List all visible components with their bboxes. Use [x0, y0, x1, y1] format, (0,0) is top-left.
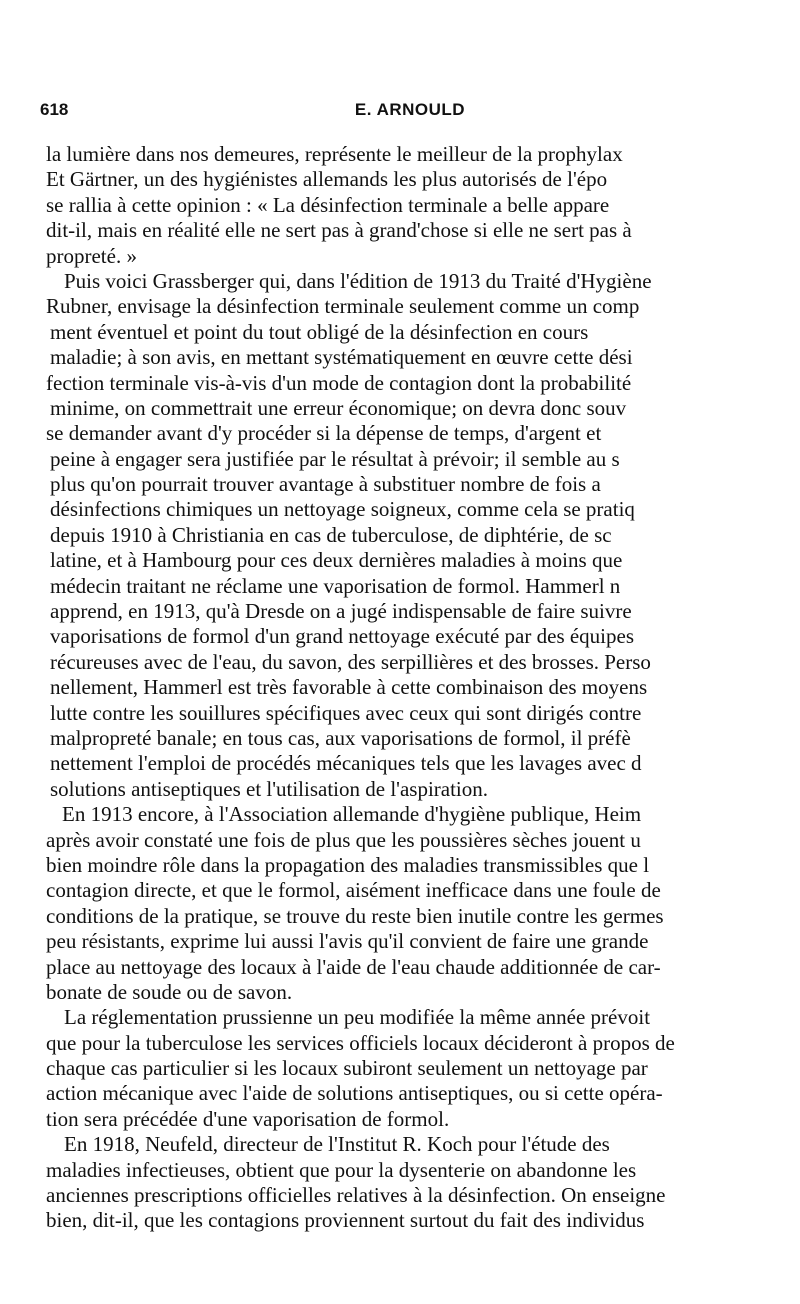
text-line: désinfections chimiques un nettoyage soigneux, comme cela se pratiq	[50, 497, 635, 522]
running-title: E. ARNOULD	[354, 100, 466, 119]
text-line: après avoir constaté une fois de plus que les poussières sèches jouent u	[46, 827, 641, 852]
text-line: tion sera précédée d'une vaporisation de formol.	[46, 1106, 450, 1131]
text-line: bien, dit-il, que les contagions proviennent surtout du fait des individus	[46, 1208, 645, 1233]
text-line: lutte contre les souillures spécifiques avec ceux qui sont dirigés contre	[50, 700, 642, 725]
text-line: vaporisations de formol d'un grand nettoyage exécuté par des équipes	[50, 624, 635, 649]
text-line: médecin traitant ne réclame une vaporisation de formol. Hammerl n	[50, 573, 621, 598]
text-line: depuis 1910 à Christiania en cas de tuberculose, de diphtérie, de sc	[50, 522, 612, 547]
paragraph-first-line: En 1918, Neufeld, directeur de l'Institut R. Koch pour l'étude des	[64, 1132, 610, 1157]
body-text	[46, 142, 798, 1234]
text-line: bonate de soude ou de savon.	[46, 979, 293, 1004]
paragraph-first-line: Puis voici Grassberger qui, dans l'édition de 1913 du Traité d'Hygiène	[64, 268, 652, 293]
text-line: malpropreté banale; en tous cas, aux vaporisations de formol, il préfè	[50, 725, 631, 750]
paragraph-first-line: La réglementation prussienne un peu modifiée la même année prévoit	[64, 1005, 651, 1030]
text-line: action mécanique avec l'aide de solutions antiseptiques, ou si cette opéra-	[46, 1081, 663, 1106]
text-line: que pour la tuberculose les services officiels locaux décideront à propos de	[46, 1030, 675, 1055]
page-header	[40, 100, 780, 130]
text-line: chaque cas particulier si les locaux subiront seulement un nettoyage par	[46, 1056, 648, 1081]
text-line: minime, on commettrait une erreur économique; on devra donc souv	[50, 395, 627, 420]
text-line: peine à engager sera justifiée par le résultat à prévoir; il semble au s	[50, 446, 620, 471]
text-line: nellement, Hammerl est très favorable à cette combinaison des moyens	[50, 675, 648, 700]
text-line: plus qu'on pourrait trouver avantage à substituer nombre de fois a	[50, 472, 601, 497]
text-line: Rubner, envisage la désinfection terminale seulement comme un comp	[46, 294, 640, 319]
text-line: contagion directe, et que le formol, aisément inefficace dans une foule de	[46, 878, 661, 903]
text-line: bien moindre rôle dans la propagation des maladies transmissibles que l	[46, 852, 650, 877]
text-line: place au nettoyage des locaux à l'aide de l'eau chaude additionnée de car-	[46, 954, 661, 979]
text-line: récureuses avec de l'eau, du savon, des serpillières et des brosses. Perso	[50, 649, 651, 674]
text-line: se demander avant d'y procéder si la dépense de temps, d'argent et	[46, 421, 602, 446]
text-line: dit-il, mais en réalité elle ne sert pas à grand'chose si elle ne sert pas à	[46, 218, 632, 243]
paragraph-first-line: En 1913 encore, à l'Association allemande d'hygiène publique, Heim	[62, 802, 642, 827]
text-line: peu résistants, exprime lui aussi l'avis qu'il convient de faire une grande	[46, 929, 649, 954]
text-line: nettement l'emploi de procédés mécaniques tels que les lavages avec d	[50, 751, 642, 776]
text-line: maladies infectieuses, obtient que pour la dysenterie on abandonne les	[46, 1157, 637, 1182]
text-line: apprend, en 1913, qu'à Dresde on a jugé indispensable de faire suivre	[50, 599, 632, 624]
text-line: propreté. »	[46, 243, 137, 268]
text-line: anciennes prescriptions officielles relatives à la désinfection. On enseigne	[46, 1183, 666, 1208]
page-number: 618	[40, 100, 69, 119]
text-line: latine, et à Hambourg pour ces deux dernières maladies à moins que	[50, 548, 623, 573]
text-line: solutions antiseptiques et l'utilisation de l'aspiration.	[50, 776, 489, 801]
text-line: Et Gärtner, un des hygiénistes allemands les plus autorisés de l'épo	[46, 167, 608, 192]
text-line: se rallia à cette opinion : « La désinfection terminale a belle appare	[46, 192, 610, 217]
text-line: conditions de la pratique, se trouve du reste bien inutile contre les germes	[46, 903, 664, 928]
text-line: maladie; à son avis, en mettant systématiquement en œuvre cette dési	[50, 345, 633, 370]
text-line: ment éventuel et point du tout obligé de la désinfection en cours	[50, 319, 589, 344]
text-line: fection terminale vis-à-vis d'un mode de contagion dont la probabilité	[46, 370, 632, 395]
text-line: la lumière dans nos demeures, représente le meilleur de la prophylax	[46, 142, 623, 166]
